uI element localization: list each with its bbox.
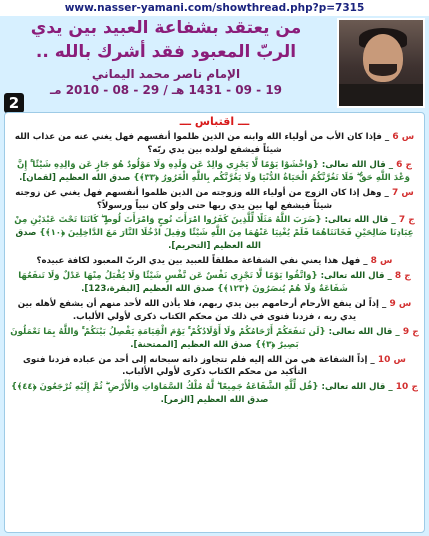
item-number: س 9 [386,298,412,309]
date-line: 19 - 09 - 1431 هـ / 29 - 08 - 2010 مـ [49,83,283,97]
question-item [9,354,420,380]
item-number: ج 8 [391,271,411,282]
author-photo [337,18,425,108]
title-line-2: الربّ المعبود فقد أشرك بالله .. [35,42,297,62]
item-number: ج 7 [395,215,415,226]
answer-label: _ قال الله تعالى: [318,159,394,170]
answer-item [9,270,420,296]
quote-content [9,131,420,409]
question-text: _ فهل هذا يعني نفي الشفاعة مطلقاً للعبيد بين يدي الربّ المعبود لكافة عبيده؟ [36,256,368,267]
item-number: ج 6 [393,159,413,170]
item-number: ج 9 [399,326,419,337]
answer-label: _ قال الله تعالى: [321,215,396,226]
answer-item [9,381,420,407]
verse-reference: صدق الله العظيم [لقمان]. [19,172,131,183]
photo-collar [339,84,423,106]
title-area [0,16,332,108]
question-text: _ إذاً لن ينفع الأرحام أرحامهم بين يدي ربهم، فلا يأذن الله لأحد منهم أن يشفع لأهله بين يدي ربه ، فزدنا فتوى في ذلك من محكم الكتاب ذكرى لأولي الألباب. [17,298,387,322]
title-line-1: من يعتقد بشفاعة العبيد بين يدي [30,18,302,38]
photo-beard [369,64,397,76]
question-text: _ وهل إذا كان الزوج من أولياء الله وزوجته من الذين ظلموا أنفسهم فهل يغني عن زوجته شيئاً فيشفع لها بين يدي ربها حتى ولو كان نبياً ورسولاً؟ [15,187,389,211]
answer-item [9,159,420,185]
answer-item [9,214,420,253]
quote-heading: ـــ اقتباس ـــ [179,115,250,128]
quran-verse: {وَاتَّقُوا يَوْمًا لَّا تَجْزِي نَفْسٌ عَن نَّفْسٍ شَيْئًا وَلَا يُقْبَلُ مِنْهَا عَدْلٌ وَلَا تَنفَعُهَا شَفَاعَةٌ وَلَا هُمْ يُنصَرُونَ ﴿١٢٣﴾} [18,271,348,294]
question-item [9,131,420,157]
answer-label: _ قال الله تعالى: [317,271,392,282]
verse-reference: صدق الله العظيم [البقرة،123]. [81,283,215,294]
question-text: _ إذاً الشفاعة هي من الله إليه فلم تتجاوز ذاته سبحانه إلى أحد من عباده فزدنا فتوى التأكيد من محكم الكتاب ذكرى لأولي الألباب. [23,354,375,378]
item-number: س 6 [389,132,415,142]
quote-panel [4,112,425,533]
quran-verse: {ضَرَبَ اللَّهُ مَثَلًا لِّلَّذِينَ كَفَرُوا امْرَأَتَ نُوحٍ وَامْرَأَتَ لُوطٍ ۖ كَانَتَا تَحْتَ عَبْدَيْنِ مِنْ عِبَادِنَا صَالِحَيْنِ فَخَانَتَاهُمَا فَلَمْ يُغْنِيَا عَنْهُمَا مِنَ اللَّهِ شَيْئًا وَقِيلَ ادْخُلَا النَّارَ مَعَ الدَّاخِلِينَ ﴿١٠﴾} [14,215,414,239]
verse-reference: صدق الله العظيم [الزمر]. [160,395,269,406]
page-number-badge: 2 [4,93,24,113]
author-name: الإمام ناصر محمد اليماني [91,67,241,81]
question-item [9,187,420,213]
quran-verse: {لَن تَنفَعَكُمْ أَرْحَامُكُمْ وَلَا أَوْلَادُكُمْ ۚ يَوْمَ الْقِيَامَةِ يَفْصِلُ بَيْنَكُمْ ۚ وَاللَّهُ بِمَا تَعْمَلُونَ بَصِيرٌ ﴿٣﴾} [10,326,326,350]
question-text: _ فإذا كان الأب من أولياء الله وابنه من الذين ظلموا أنفسهم فهل يغني عنه من عذاب الله شيئاً فيشفع لولده بين يدي ربّه؟ [14,132,390,155]
question-item [9,255,420,268]
item-number: ج 10 [392,382,418,393]
question-item [9,298,420,324]
item-number: س 10 [374,354,406,365]
verse-reference: صدق الله العظيم [الممتحنة]. [130,339,252,350]
quran-verse: {قُل لِّلَّهِ الشَّفَاعَةُ جَمِيعًا ۖ لَّهُ مُلْكُ السَّمَاوَاتِ وَالْأَرْضِ ۖ ثُمَّ إِلَيْهِ تُرْجَعُونَ ﴿٤٤﴾} [11,382,319,393]
quran-verse: {وَاخْشَوْا يَوْمًا لَّا يَجْزِي وَالِدٌ عَن وَلَدِهِ وَلَا مَوْلُودٌ هُوَ جَازٍ عَن وَالِدِهِ شَيْئًا ۚ إِنَّ وَعْدَ اللَّهِ حَقٌّ ۖ فَلَا تَغُرَّنَّكُمُ الْحَيَاةُ الدُّنْيَا وَلَا يَغُرَّنَّكُم بِاللَّهِ الْغَرُورُ ﴿٣٣﴾} [16,159,410,183]
verse-reference: صدق الله العظيم [التحريم]. [15,228,261,252]
item-number: س 7 [388,187,414,198]
source-url[interactable]: www.nasser-yamani.com/showthread.php?p=7315 [0,0,429,16]
answer-item [9,326,420,352]
item-number: س 8 [367,256,393,267]
answer-label: _ قال الله تعالى: [318,382,393,393]
answer-label: _ قال الله تعالى: [325,326,400,337]
